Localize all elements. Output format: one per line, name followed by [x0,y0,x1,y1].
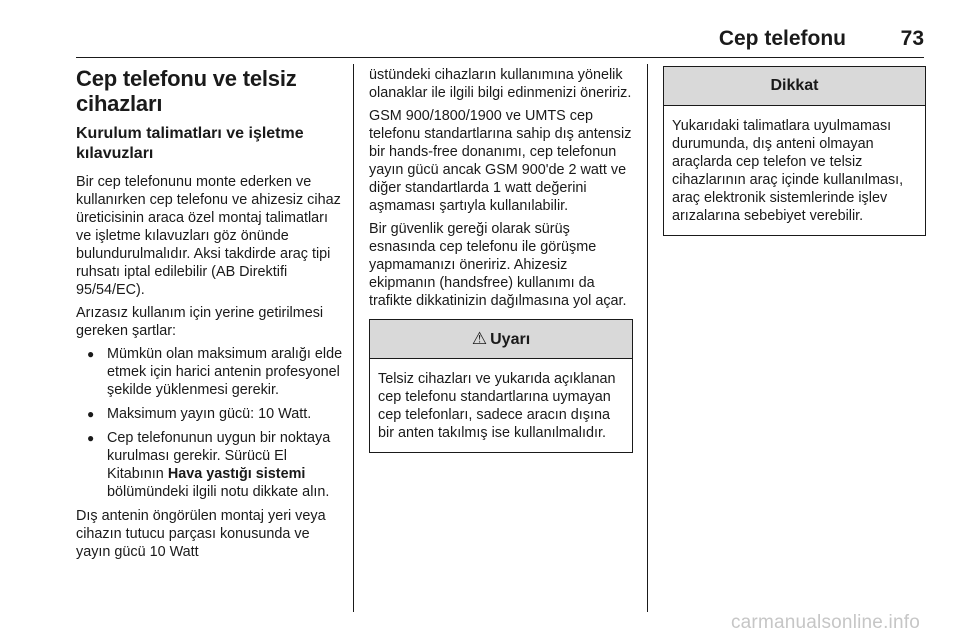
section-heading: Cep telefonu ve telsiz cihazları [76,66,297,116]
page-header [76,27,924,61]
warning-triangle-icon: ⚠ [471,329,488,348]
paragraph: GSM 900/1800/1900 ve UMTS cep telefonu standartlarına sahip dış antensiz bir hands-free donanımı, cep telefonun yayın gücü ancak GSM 900'de 2 watt ve diğer standartlarda 1 watt değerini aşmaması şartıyla kullanılabilir. [369,108,632,214]
list-item: ● Maksimum yayın gücü: 10 Watt. [87,406,312,422]
bullet-icon: ● [87,407,95,421]
requirements-list [76,345,346,501]
warning-header [370,320,632,359]
paragraph: Dış antenin öngörülen montaj yeri veya cihazın tutucu parçası konusunda ve yayın gücü 10 Watt [76,508,326,560]
paragraph: üstündeki cihazların kullanımına yönelik olanaklar ile ilgili bilgi edinmenizi öneririz. [369,67,632,101]
caution-body: Yukarıdaki talimatlara uyulmaması durumunda, dış anteni olmayan araçlarda cep telefon ve telsiz cihazlarının araç içinde kullanılması, araç elektronik sistemlerinde işlev arızalarına sebebiyet verebilir. [672,118,904,224]
column-divider [353,64,354,612]
middle-column [369,66,633,453]
paragraph: Bir güvenlik gereği olarak sürüş esnasında cep telefonu ile görüşme yapmamanızı öneririz. Ahizesiz ekipmanın (handsfree) kullanımı da trafikte dikkatinizin dağılmasına yol açar. [369,221,627,309]
header-rule [76,57,924,58]
section-subheading: Kurulum talimatları ve işletme kılavuzları [76,125,304,162]
caution-box [663,66,926,236]
column-divider [647,64,648,612]
caution-header: Dikkat [664,67,925,106]
warning-title: Uyarı [490,331,531,348]
left-column [76,66,346,566]
bullet-icon: ● [87,431,95,445]
warning-body: Telsiz cihazları ve yukarıda açıklanan cep telefonu standartlarına uymayan cep telefonları, sadece aracın dışına bir anten takılmış ise kullanılmalıdır. [378,371,616,441]
list-item: ● Mümkün olan maksimum aralığı elde etmek için harici antenin profesyonel şekilde yüklenmesi gerekir. [87,346,343,398]
header-title: Cep telefonu [718,27,846,50]
paragraph: Arızasız kullanım için yerine getirilmesi gereken şartlar: [76,305,324,339]
right-column [663,66,926,236]
warning-box [369,319,633,453]
list-item: ● Cep telefonunun uygun bir noktaya kurulması gerekir. Sürücü El Kitabının Hava yastığı sistemi bölümündeki ilgili notu dikkate alın. [87,430,331,500]
page-number: 73 [900,27,924,50]
bullet-icon: ● [87,347,95,361]
watermark: carmanualsonline.info [730,612,920,633]
paragraph: Bir cep telefonunu monte ederken ve kullanırken cep telefonu ve ahizesiz cihaz üreticisinin araca özel montaj talimatları ve işletme kılavuzları göz önünde bulundurulmalıdır. Aksi takdirde araç tipi ruhsatı iptal edilebilir (AB Direktifi 95/54/EC). [76,174,341,298]
airbag-reference: Hava yastığı sistemi [167,466,306,482]
